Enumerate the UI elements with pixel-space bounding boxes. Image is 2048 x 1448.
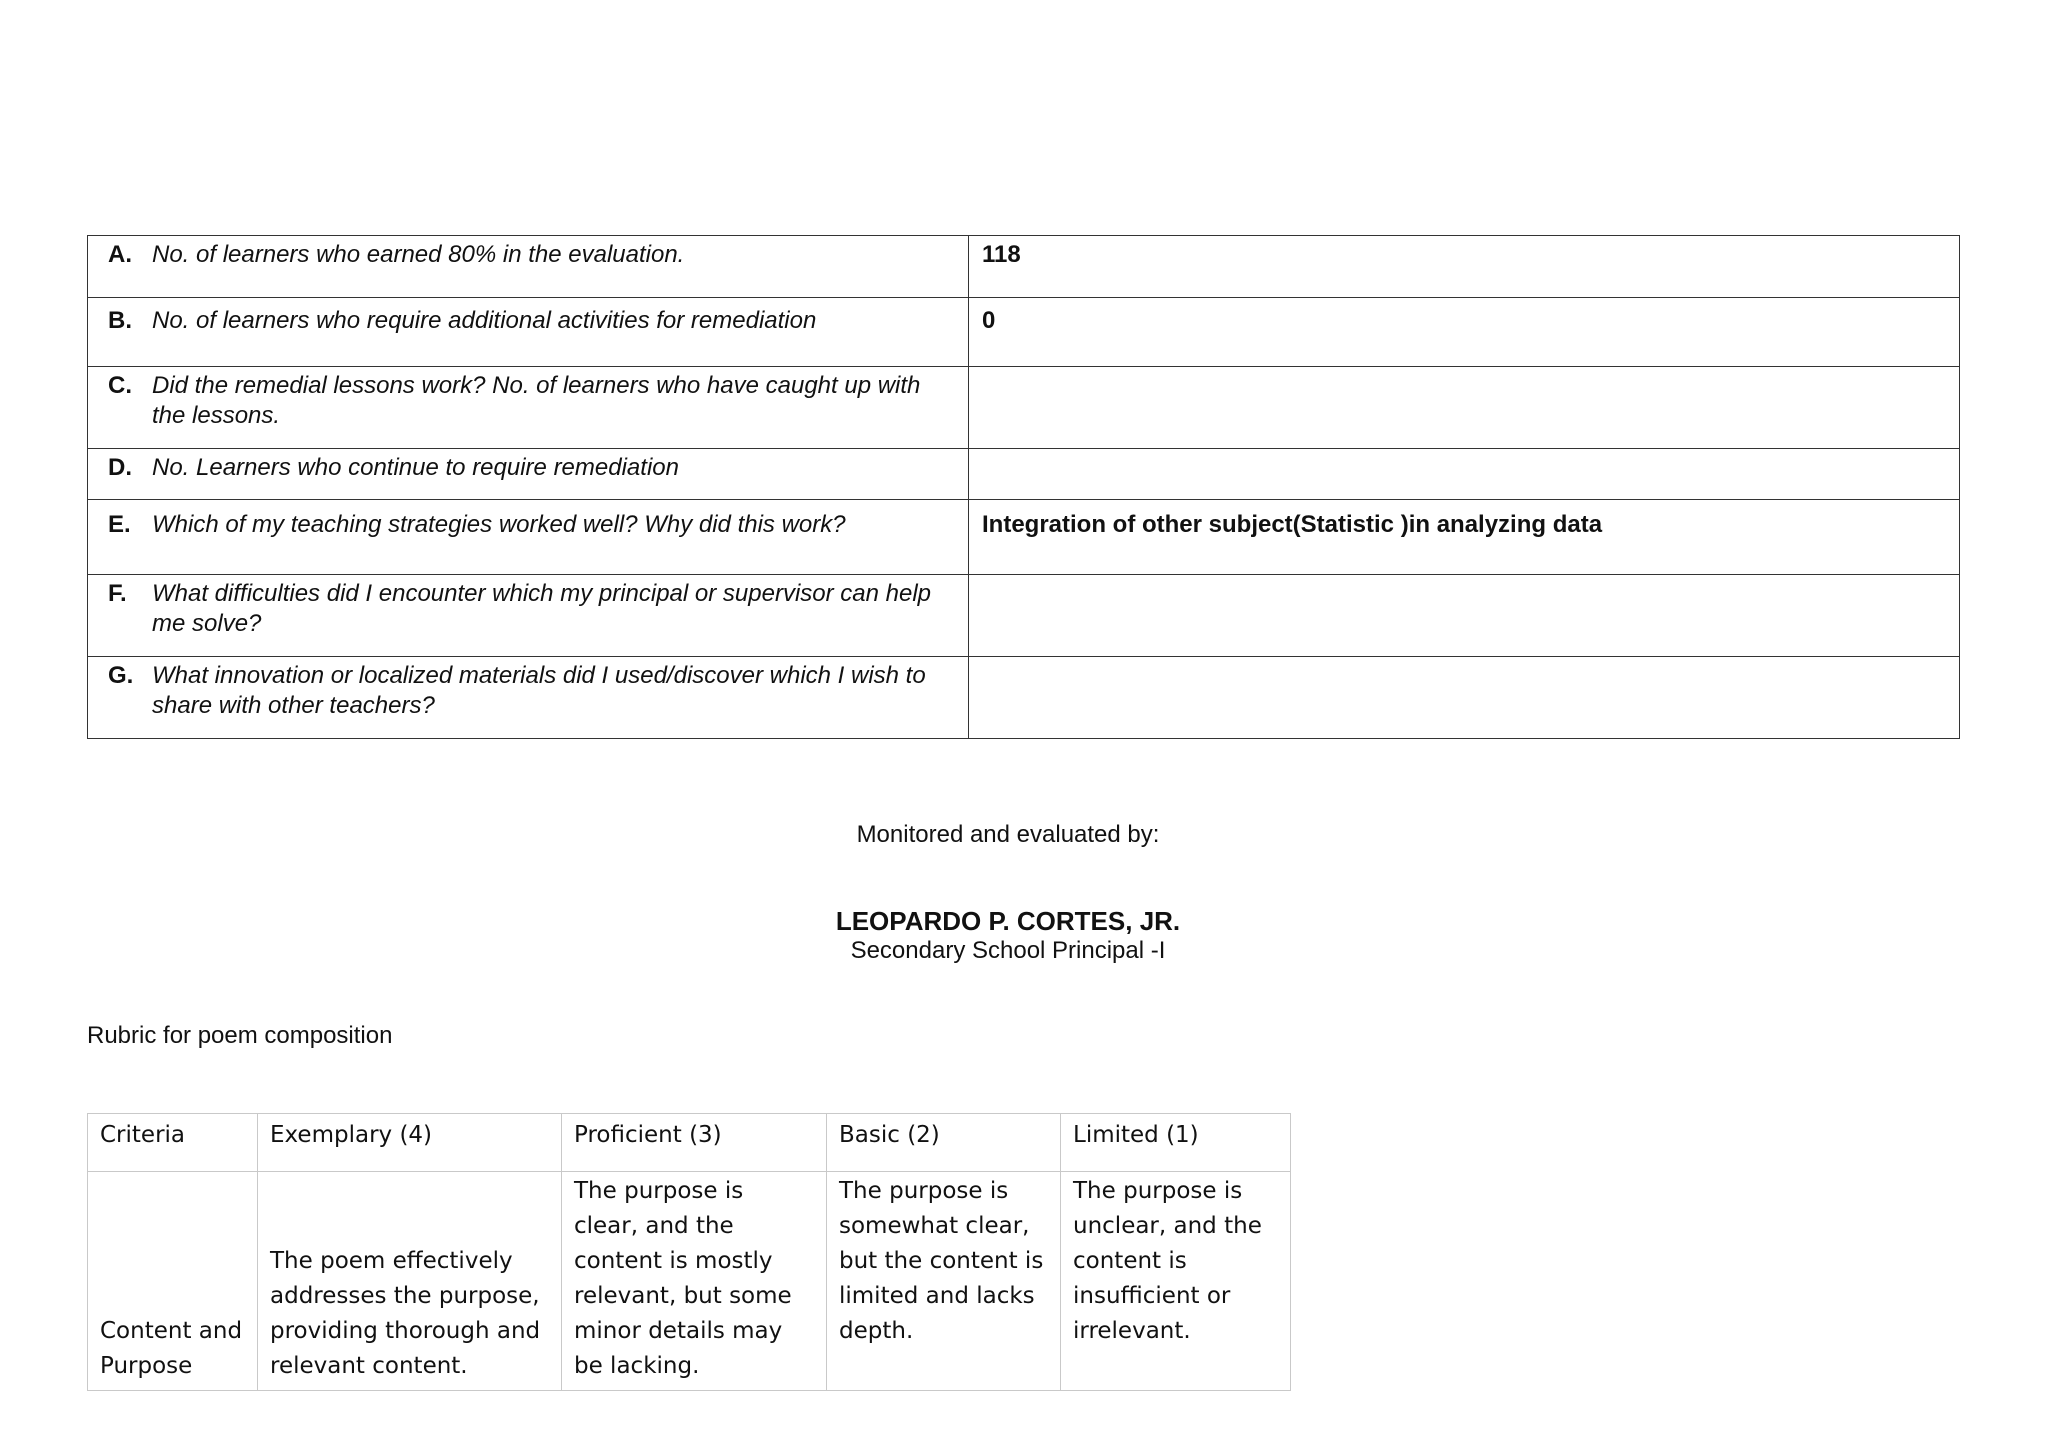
row-letter: G. xyxy=(108,662,134,689)
monitored-label: Monitored and evaluated by: xyxy=(856,821,1160,848)
question-cell xyxy=(88,367,969,449)
row-letter: F. xyxy=(108,580,127,607)
principal-name: LEOPARDO P. CORTES, JR. xyxy=(835,906,1181,936)
rubric-limited-cell: The purpose is unclear, and the content is insufficient or irrelevant. xyxy=(1061,1172,1291,1391)
row-letter: E. xyxy=(108,511,131,538)
rubric-basic-cell: The purpose is somewhat clear, but the content is limited and lacks depth. xyxy=(827,1172,1061,1391)
answer-cell xyxy=(969,657,1960,739)
answer-cell: Integration of other subject(Statistic )in analyzing data xyxy=(969,500,1960,575)
answer-cell: 118 xyxy=(969,236,1960,298)
reflection-row-c xyxy=(88,367,1960,449)
question-text: No. of learners who earned 80% in the evaluation. xyxy=(152,241,685,268)
reflection-row-f xyxy=(88,575,1960,657)
answer-cell xyxy=(969,449,1960,500)
row-letter: D. xyxy=(108,454,132,481)
principal-title: Secondary School Principal -I xyxy=(850,937,1166,964)
rubric-exemplary-cell: The poem effectively addresses the purpose, providing thorough and relevant content. xyxy=(258,1172,562,1391)
rubric-table xyxy=(87,1113,1291,1391)
rubric-proficient-cell: The purpose is clear, and the content is mostly relevant, but some minor details may be lacking. xyxy=(562,1172,827,1391)
reflection-row-d xyxy=(88,449,1960,500)
question-cell xyxy=(88,575,969,657)
question-text: Which of my teaching strategies worked well? Why did this work? xyxy=(152,511,846,538)
rubric-header-criteria: Criteria xyxy=(88,1114,258,1172)
rubric-header-limited: Limited (1) xyxy=(1061,1114,1291,1172)
question-text: No. of learners who require additional activities for remediation xyxy=(152,307,817,334)
rubric-header-row xyxy=(88,1114,1291,1172)
answer-cell: 0 xyxy=(969,298,1960,367)
reflection-row-b xyxy=(88,298,1960,367)
question-text: Did the remedial lessons work? No. of learners who have caught up with the lessons. xyxy=(152,372,921,429)
row-letter: B. xyxy=(108,307,132,334)
question-cell xyxy=(88,657,969,739)
reflection-row-e xyxy=(88,500,1960,575)
answer-cell xyxy=(969,575,1960,657)
question-cell xyxy=(88,449,969,500)
reflection-row-a xyxy=(88,236,1960,298)
rubric-header-proficient: Proficient (3) xyxy=(562,1114,827,1172)
rubric-row xyxy=(88,1172,1291,1391)
reflection-row-g xyxy=(88,657,1960,739)
question-cell xyxy=(88,500,969,575)
question-text: What innovation or localized materials did I used/discover which I wish to share with other teachers? xyxy=(152,662,926,719)
reflection-table xyxy=(87,235,1960,739)
row-letter: A. xyxy=(108,241,132,268)
question-text: What difficulties did I encounter which my principal or supervisor can help me solve? xyxy=(152,580,932,637)
question-text: No. Learners who continue to require remediation xyxy=(152,454,679,481)
row-letter: C. xyxy=(108,372,132,399)
question-cell xyxy=(88,236,969,298)
rubric-heading: Rubric for poem composition xyxy=(87,1022,393,1049)
rubric-criteria-cell: Content and Purpose xyxy=(88,1172,258,1391)
answer-cell xyxy=(969,367,1960,449)
question-cell xyxy=(88,298,969,367)
rubric-header-basic: Basic (2) xyxy=(827,1114,1061,1172)
rubric-header-exemplary: Exemplary (4) xyxy=(258,1114,562,1172)
